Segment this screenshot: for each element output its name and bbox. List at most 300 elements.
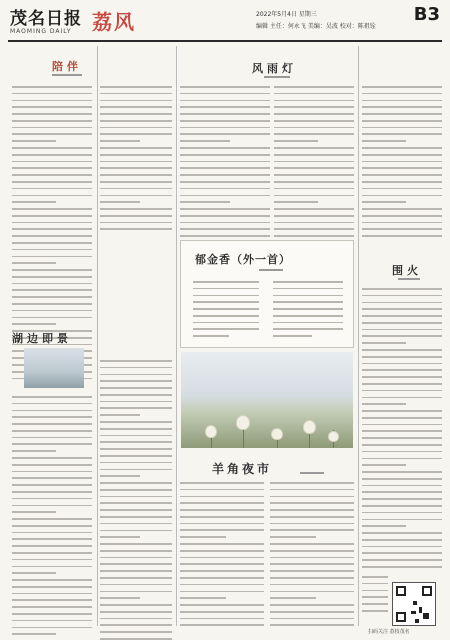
text-line-placeholder xyxy=(100,482,172,484)
text-line-placeholder xyxy=(274,140,318,142)
text-line-placeholder xyxy=(12,133,92,135)
text-line-placeholder xyxy=(12,256,92,258)
text-line-placeholder xyxy=(180,161,270,163)
text-line-placeholder xyxy=(362,188,442,190)
text-line-placeholder xyxy=(180,208,270,210)
text-line-placeholder xyxy=(274,222,354,224)
text-line-placeholder xyxy=(100,475,140,477)
text-line-placeholder xyxy=(362,444,442,446)
text-line-placeholder xyxy=(12,167,92,169)
headline-lakeside: 湖边即景 xyxy=(12,332,72,345)
text-line-placeholder xyxy=(362,552,442,554)
text-line-placeholder xyxy=(362,356,442,358)
text-line-placeholder xyxy=(12,538,92,540)
text-line-placeholder xyxy=(100,631,172,633)
text-line-placeholder xyxy=(12,120,92,122)
text-line-placeholder xyxy=(100,543,172,545)
text-line-placeholder xyxy=(100,591,172,593)
text-line-placeholder xyxy=(362,215,442,217)
text-line-placeholder xyxy=(100,86,172,88)
text-line-placeholder xyxy=(362,222,442,224)
body-text-block xyxy=(100,86,172,235)
text-line-placeholder xyxy=(362,512,442,514)
text-line-placeholder xyxy=(180,509,264,511)
text-line-placeholder xyxy=(274,133,354,135)
text-line-placeholder xyxy=(12,552,92,554)
headline-accompany: 陪伴 xyxy=(52,60,82,73)
text-line-placeholder xyxy=(274,161,354,163)
text-line-placeholder xyxy=(270,482,354,484)
text-line-placeholder xyxy=(273,335,312,337)
byline-wind-lamp xyxy=(264,76,290,78)
text-line-placeholder xyxy=(180,222,270,224)
text-line-placeholder xyxy=(362,174,442,176)
text-line-placeholder xyxy=(100,557,172,559)
text-line-placeholder xyxy=(270,563,354,565)
text-line-placeholder xyxy=(12,566,92,568)
headline-bonfire: 围火 xyxy=(392,264,422,277)
text-line-placeholder xyxy=(100,604,172,606)
text-line-placeholder xyxy=(12,154,92,156)
text-line-placeholder xyxy=(362,329,442,331)
text-line-placeholder xyxy=(12,161,92,163)
text-line-placeholder xyxy=(362,201,406,203)
text-line-placeholder xyxy=(180,577,264,579)
column-rule xyxy=(97,46,98,626)
text-line-placeholder xyxy=(180,120,270,122)
text-line-placeholder xyxy=(180,215,270,217)
text-line-placeholder xyxy=(180,591,264,593)
text-line-placeholder xyxy=(362,532,442,534)
text-line-placeholder xyxy=(12,228,92,230)
text-line-placeholder xyxy=(362,519,442,521)
text-line-placeholder xyxy=(12,201,56,203)
text-line-placeholder xyxy=(12,303,92,305)
text-line-placeholder xyxy=(274,208,354,210)
text-line-placeholder xyxy=(362,147,442,149)
text-line-placeholder xyxy=(100,435,172,437)
text-line-placeholder xyxy=(362,390,442,392)
body-text-block xyxy=(180,86,270,242)
paper-pinyin: MAOMING DAILY xyxy=(10,28,72,35)
text-line-placeholder xyxy=(100,387,172,389)
text-line-placeholder xyxy=(270,502,354,504)
text-line-placeholder xyxy=(274,201,318,203)
text-line-placeholder xyxy=(270,597,316,599)
text-line-placeholder xyxy=(180,563,264,565)
text-line-placeholder xyxy=(12,140,56,142)
text-line-placeholder xyxy=(270,591,354,593)
text-line-placeholder xyxy=(362,505,442,507)
text-line-placeholder xyxy=(180,113,270,115)
text-line-placeholder xyxy=(362,430,442,432)
text-line-placeholder xyxy=(362,167,442,169)
text-line-placeholder xyxy=(100,618,172,620)
text-line-placeholder xyxy=(274,195,354,197)
text-line-placeholder xyxy=(180,543,264,545)
text-line-placeholder xyxy=(12,430,92,432)
text-line-placeholder xyxy=(12,296,92,298)
text-line-placeholder xyxy=(180,228,270,230)
text-line-placeholder xyxy=(100,174,172,176)
text-line-placeholder xyxy=(12,471,92,473)
text-line-placeholder xyxy=(12,403,92,405)
text-line-placeholder xyxy=(12,518,92,520)
text-line-placeholder xyxy=(100,380,172,382)
text-line-placeholder xyxy=(274,147,354,149)
text-line-placeholder xyxy=(362,322,442,324)
text-line-placeholder xyxy=(12,627,92,629)
text-line-placeholder xyxy=(362,288,442,290)
text-line-placeholder xyxy=(362,583,388,585)
text-line-placeholder xyxy=(100,201,140,203)
text-line-placeholder xyxy=(12,317,92,319)
text-line-placeholder xyxy=(193,322,259,324)
text-line-placeholder xyxy=(270,496,354,498)
text-line-placeholder xyxy=(270,624,354,626)
body-text-block xyxy=(100,360,172,640)
text-line-placeholder xyxy=(270,577,354,579)
text-line-placeholder xyxy=(100,624,172,626)
page-number: B3 xyxy=(413,4,440,25)
text-line-placeholder xyxy=(100,106,172,108)
text-line-placeholder xyxy=(273,328,343,330)
text-line-placeholder xyxy=(193,295,259,297)
text-line-placeholder xyxy=(362,315,442,317)
body-text-block xyxy=(274,86,354,242)
text-line-placeholder xyxy=(274,154,354,156)
byline-bonfire xyxy=(398,278,420,280)
text-line-placeholder xyxy=(12,464,92,466)
text-line-placeholder xyxy=(362,451,442,453)
text-line-placeholder xyxy=(100,120,172,122)
text-line-placeholder xyxy=(12,511,56,513)
headline-tulip: 郁金香（外一首） xyxy=(195,253,291,266)
text-line-placeholder xyxy=(12,147,92,149)
text-line-placeholder xyxy=(362,140,406,142)
text-line-placeholder xyxy=(100,502,172,504)
text-line-placeholder xyxy=(100,414,140,416)
text-line-placeholder xyxy=(12,593,92,595)
text-line-placeholder xyxy=(180,93,270,95)
text-line-placeholder xyxy=(270,489,354,491)
text-line-placeholder xyxy=(180,106,270,108)
text-line-placeholder xyxy=(362,498,442,500)
text-line-placeholder xyxy=(100,188,172,190)
text-line-placeholder xyxy=(12,188,92,190)
text-line-placeholder xyxy=(273,308,343,310)
text-line-placeholder xyxy=(180,536,226,538)
text-line-placeholder xyxy=(100,401,172,403)
text-line-placeholder xyxy=(12,545,92,547)
text-line-placeholder xyxy=(180,489,264,491)
text-line-placeholder xyxy=(12,423,92,425)
text-line-placeholder xyxy=(100,536,140,538)
text-line-placeholder xyxy=(12,532,92,534)
text-line-placeholder xyxy=(12,586,92,588)
text-line-placeholder xyxy=(362,86,442,88)
text-line-placeholder xyxy=(362,590,388,592)
text-line-placeholder xyxy=(12,208,92,210)
text-line-placeholder xyxy=(362,342,406,344)
text-line-placeholder xyxy=(180,188,270,190)
text-line-placeholder xyxy=(180,195,270,197)
text-line-placeholder xyxy=(100,367,172,369)
text-line-placeholder xyxy=(274,93,354,95)
text-line-placeholder xyxy=(12,195,92,197)
text-line-placeholder xyxy=(270,618,354,620)
text-line-placeholder xyxy=(100,93,172,95)
text-line-placeholder xyxy=(362,376,442,378)
text-line-placeholder xyxy=(362,576,388,578)
byline-tulip xyxy=(259,269,283,271)
text-line-placeholder xyxy=(100,374,172,376)
text-line-placeholder xyxy=(274,228,354,230)
text-line-placeholder xyxy=(362,181,442,183)
text-line-placeholder xyxy=(180,529,264,531)
text-line-placeholder xyxy=(362,383,442,385)
text-line-placeholder xyxy=(100,360,172,362)
text-line-placeholder xyxy=(12,127,92,129)
text-line-placeholder xyxy=(100,563,172,565)
text-line-placeholder xyxy=(274,215,354,217)
text-line-placeholder xyxy=(180,624,264,626)
text-line-placeholder xyxy=(362,113,442,115)
text-line-placeholder xyxy=(100,570,172,572)
text-line-placeholder xyxy=(100,448,172,450)
text-line-placeholder xyxy=(180,550,264,552)
text-line-placeholder xyxy=(12,491,92,493)
text-line-placeholder xyxy=(100,638,172,640)
text-line-placeholder xyxy=(270,604,354,606)
text-line-placeholder xyxy=(362,410,442,412)
text-line-placeholder xyxy=(362,308,442,310)
paper-name: 茂名日报 xyxy=(10,9,82,29)
text-line-placeholder xyxy=(12,283,92,285)
text-line-placeholder xyxy=(12,269,92,271)
text-line-placeholder xyxy=(12,498,92,500)
text-line-placeholder xyxy=(180,557,264,559)
text-line-placeholder xyxy=(270,523,354,525)
text-line-placeholder xyxy=(362,228,442,230)
tulip-poem-box xyxy=(180,240,354,348)
text-line-placeholder xyxy=(273,281,343,283)
text-line-placeholder xyxy=(362,369,442,371)
text-line-placeholder xyxy=(362,93,442,95)
text-line-placeholder xyxy=(12,484,92,486)
text-line-placeholder xyxy=(180,618,264,620)
text-line-placeholder xyxy=(100,113,172,115)
text-line-placeholder xyxy=(362,106,442,108)
text-line-placeholder xyxy=(180,127,270,129)
text-line-placeholder xyxy=(193,281,259,283)
text-line-placeholder xyxy=(362,208,442,210)
text-line-placeholder xyxy=(193,301,259,303)
text-line-placeholder xyxy=(100,195,172,197)
text-line-placeholder xyxy=(180,496,264,498)
text-line-placeholder xyxy=(273,315,343,317)
text-line-placeholder xyxy=(362,525,406,527)
text-line-placeholder xyxy=(12,86,92,88)
body-text-block xyxy=(362,86,442,242)
text-line-placeholder xyxy=(12,410,92,412)
body-text-block xyxy=(362,288,442,573)
text-line-placeholder xyxy=(100,215,172,217)
text-line-placeholder xyxy=(362,471,442,473)
text-line-placeholder xyxy=(100,516,172,518)
text-line-placeholder xyxy=(100,523,172,525)
text-line-placeholder xyxy=(362,417,442,419)
text-line-placeholder xyxy=(274,127,354,129)
byline-accompany xyxy=(52,74,82,76)
text-line-placeholder xyxy=(270,611,354,613)
text-line-placeholder xyxy=(100,509,172,511)
poem-text-block xyxy=(273,281,343,342)
text-line-placeholder xyxy=(180,133,270,135)
text-line-placeholder xyxy=(100,407,172,409)
text-line-placeholder xyxy=(362,363,442,365)
column-rule xyxy=(358,46,359,626)
text-line-placeholder xyxy=(193,288,259,290)
text-line-placeholder xyxy=(12,310,92,312)
text-line-placeholder xyxy=(12,443,92,445)
text-line-placeholder xyxy=(100,550,172,552)
text-line-placeholder xyxy=(12,215,92,217)
text-line-placeholder xyxy=(273,322,343,324)
text-line-placeholder xyxy=(100,455,172,457)
text-line-placeholder xyxy=(362,596,388,598)
text-line-placeholder xyxy=(180,570,264,572)
text-line-placeholder xyxy=(180,584,264,586)
text-line-placeholder xyxy=(362,610,388,612)
text-line-placeholder xyxy=(12,396,92,398)
text-line-placeholder xyxy=(362,464,406,466)
text-line-placeholder xyxy=(100,228,172,230)
text-line-placeholder xyxy=(12,606,92,608)
poem-text-block xyxy=(193,281,259,342)
text-line-placeholder xyxy=(12,572,56,574)
headline-night-market: 羊角夜市 xyxy=(212,462,273,476)
tulip-field-photo xyxy=(181,352,353,448)
text-line-placeholder xyxy=(270,557,354,559)
text-line-placeholder xyxy=(12,242,92,244)
text-line-placeholder xyxy=(270,536,316,538)
text-line-placeholder xyxy=(274,181,354,183)
text-line-placeholder xyxy=(193,328,259,330)
text-line-placeholder xyxy=(12,174,92,176)
text-line-placeholder xyxy=(100,469,172,471)
text-line-placeholder xyxy=(362,154,442,156)
text-line-placeholder xyxy=(273,301,343,303)
column-rule xyxy=(176,46,177,626)
text-line-placeholder xyxy=(12,505,92,507)
text-line-placeholder xyxy=(12,323,56,325)
text-line-placeholder xyxy=(100,496,172,498)
text-line-placeholder xyxy=(362,566,442,568)
text-line-placeholder xyxy=(100,154,172,156)
text-line-placeholder xyxy=(100,577,172,579)
text-line-placeholder xyxy=(12,620,92,622)
text-line-placeholder xyxy=(193,335,229,337)
text-line-placeholder xyxy=(362,195,442,197)
text-line-placeholder xyxy=(362,539,442,541)
text-line-placeholder xyxy=(362,437,442,439)
text-line-placeholder xyxy=(100,611,172,613)
text-line-placeholder xyxy=(100,597,140,599)
masthead xyxy=(8,4,442,42)
text-line-placeholder xyxy=(362,120,442,122)
text-line-placeholder xyxy=(12,113,92,115)
text-line-placeholder xyxy=(12,416,92,418)
text-line-placeholder xyxy=(270,550,354,552)
text-line-placeholder xyxy=(274,167,354,169)
text-line-placeholder xyxy=(12,181,92,183)
text-line-placeholder xyxy=(12,450,56,452)
text-line-placeholder xyxy=(12,222,92,224)
text-line-placeholder xyxy=(180,235,270,237)
text-line-placeholder xyxy=(12,276,92,278)
text-line-placeholder xyxy=(180,86,270,88)
text-line-placeholder xyxy=(362,133,442,135)
text-line-placeholder xyxy=(12,559,92,561)
text-line-placeholder xyxy=(270,543,354,545)
text-line-placeholder xyxy=(12,525,92,527)
text-line-placeholder xyxy=(180,154,270,156)
text-line-placeholder xyxy=(180,181,270,183)
text-line-placeholder xyxy=(180,502,264,504)
text-line-placeholder xyxy=(180,597,226,599)
headline-wind-lamp: 风雨灯 xyxy=(252,62,297,75)
text-line-placeholder xyxy=(274,174,354,176)
text-line-placeholder xyxy=(274,106,354,108)
qr-caption: 扫码关注 荔枝茂名 xyxy=(368,629,410,635)
text-line-placeholder xyxy=(12,235,92,237)
text-line-placeholder xyxy=(12,457,92,459)
text-line-placeholder xyxy=(12,477,92,479)
text-line-placeholder xyxy=(274,188,354,190)
section-title: 荔风 xyxy=(92,10,136,34)
text-line-placeholder xyxy=(362,295,442,297)
text-line-placeholder xyxy=(12,613,92,615)
issue-date: 2022年5月4日 星期三 xyxy=(256,11,317,18)
text-line-placeholder xyxy=(100,167,172,169)
text-line-placeholder xyxy=(274,113,354,115)
text-line-placeholder xyxy=(362,397,442,399)
text-line-placeholder xyxy=(12,289,92,291)
text-line-placeholder xyxy=(100,428,172,430)
body-text-block xyxy=(180,482,264,631)
text-line-placeholder xyxy=(100,140,140,142)
text-line-placeholder xyxy=(270,509,354,511)
text-line-placeholder xyxy=(12,100,92,102)
text-line-placeholder xyxy=(180,140,230,142)
text-line-placeholder xyxy=(362,302,442,304)
text-line-placeholder xyxy=(100,394,172,396)
body-text-block xyxy=(12,396,92,640)
text-line-placeholder xyxy=(12,93,92,95)
text-line-placeholder xyxy=(100,421,172,423)
text-line-placeholder xyxy=(180,174,270,176)
text-line-placeholder xyxy=(193,315,259,317)
text-line-placeholder xyxy=(12,633,56,635)
text-line-placeholder xyxy=(362,335,442,337)
text-line-placeholder xyxy=(12,599,92,601)
text-line-placeholder xyxy=(274,86,354,88)
text-line-placeholder xyxy=(362,161,442,163)
text-line-placeholder xyxy=(270,516,354,518)
text-line-placeholder xyxy=(274,235,354,237)
text-line-placeholder xyxy=(100,222,172,224)
